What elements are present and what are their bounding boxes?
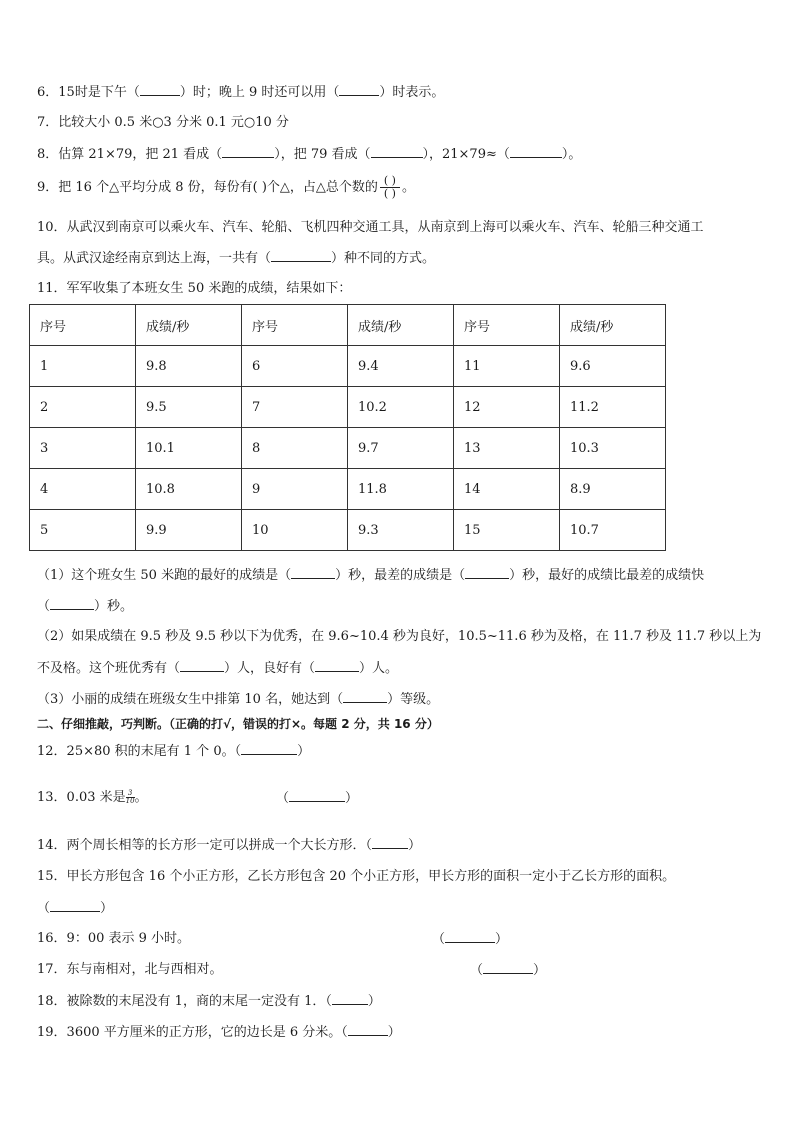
answer-blank[interactable] bbox=[339, 83, 379, 96]
table-cell: 10.2 bbox=[348, 387, 454, 428]
table-cell: 9.4 bbox=[348, 346, 454, 387]
question-11-part3: （3）小丽的成绩在班级女生中排第 10 名，她达到（ ）等级。 bbox=[37, 692, 440, 707]
table-row bbox=[30, 346, 666, 387]
judge-blank[interactable] bbox=[289, 789, 345, 802]
table-cell: 10 bbox=[242, 510, 348, 551]
answer-blank[interactable] bbox=[222, 145, 274, 158]
question-16-answer: （ ） bbox=[432, 932, 509, 947]
question-16: 16．9：00 表示 9 小时。 bbox=[37, 931, 191, 946]
question-12: 12．25×80 积的末尾有 1 个 0。（ ） bbox=[37, 744, 311, 759]
table-cell: 4 bbox=[30, 469, 136, 510]
judge-blank[interactable] bbox=[483, 961, 533, 974]
question-19: 19．3600 平方厘米的正方形，它的边长是 6 分米。（ ） bbox=[37, 1025, 401, 1040]
table-cell: 9 bbox=[242, 469, 348, 510]
table-cell: 9.9 bbox=[136, 510, 242, 551]
answer-blank[interactable] bbox=[271, 249, 331, 262]
question-10-line2: 具。从武汉途经南京到达上海，一共有（ ）种不同的方式。 bbox=[37, 251, 436, 266]
answer-blank[interactable] bbox=[343, 690, 387, 703]
table-cell: 15 bbox=[454, 510, 560, 551]
question-15-answer: （ ） bbox=[37, 901, 114, 916]
judge-blank[interactable] bbox=[241, 742, 297, 755]
table-cell: 10.3 bbox=[560, 428, 666, 469]
fraction: $\frac{3}{10}$ bbox=[125, 789, 135, 805]
table-cell: 10.7 bbox=[560, 510, 666, 551]
table-cell: 11.8 bbox=[348, 469, 454, 510]
answer-blank[interactable] bbox=[465, 566, 509, 579]
table-cell: 9.5 bbox=[136, 387, 242, 428]
table-cell: 7 bbox=[242, 387, 348, 428]
table-header-cell: 序号 bbox=[242, 305, 348, 346]
table-row bbox=[30, 469, 666, 510]
table-row bbox=[30, 510, 666, 551]
table-header-cell: 序号 bbox=[30, 305, 136, 346]
table-header-row bbox=[30, 305, 666, 346]
answer-blank[interactable] bbox=[291, 566, 335, 579]
question-11-intro: 11．军军收集了本班女生 50 米跑的成绩，结果如下： bbox=[37, 281, 352, 296]
judge-blank[interactable] bbox=[372, 836, 408, 849]
question-8: 8．估算 21×79，把 21 看成（ ），把 79 看成（ ），21×79≈（ ）。 bbox=[37, 147, 582, 162]
table-header-cell: 序号 bbox=[454, 305, 560, 346]
judge-blank[interactable] bbox=[50, 899, 100, 912]
question-17-answer: （ ） bbox=[470, 963, 547, 978]
answer-blank[interactable] bbox=[50, 597, 94, 610]
table-cell: 6 bbox=[242, 346, 348, 387]
table-cell: 8.9 bbox=[560, 469, 666, 510]
question-13: 13．0.03 米是 $\frac{3}{10}$。 bbox=[37, 789, 148, 805]
table-cell: 9.6 bbox=[560, 346, 666, 387]
table-cell: 10.1 bbox=[136, 428, 242, 469]
answer-blank[interactable] bbox=[510, 145, 562, 158]
question-9: 9．把 16 个△平均分成 8 份，每份有( )个△，占△总个数的 $\frac{( )}{( )}$ 。 bbox=[37, 174, 415, 200]
table-row bbox=[30, 428, 666, 469]
question-17: 17．东与南相对，北与西相对。 bbox=[37, 962, 223, 977]
table-header-cell: 成绩/秒 bbox=[136, 305, 242, 346]
table-cell: 2 bbox=[30, 387, 136, 428]
question-11-part2-cont: 不及格。这个班优秀有（ ）人，良好有（ ）人。 bbox=[37, 661, 399, 676]
table-cell: 10.8 bbox=[136, 469, 242, 510]
table-header-cell: 成绩/秒 bbox=[560, 305, 666, 346]
fraction-blank[interactable]: $\frac{( )}{( )}$ bbox=[380, 175, 400, 200]
question-13-answer: （ ） bbox=[276, 791, 359, 806]
table-cell: 9.3 bbox=[348, 510, 454, 551]
judge-blank[interactable] bbox=[348, 1023, 388, 1036]
table-cell: 3 bbox=[30, 428, 136, 469]
table-cell: 11 bbox=[454, 346, 560, 387]
answer-blank[interactable] bbox=[180, 659, 224, 672]
question-11-part2: （2）如果成绩在 9.5 秒及 9.5 秒以下为优秀，在 9.6~10.4 秒为良好，10.5~11.6 秒为及格，在 11.7 秒及 11.7 秒以上为 bbox=[37, 629, 762, 644]
question-10-line1: 10．从武汉到南京可以乘火车、汽车、轮船、飞机四种交通工具，从南京到上海可以乘火车、汽车、轮船三种交通工 bbox=[37, 220, 704, 235]
table-cell: 13 bbox=[454, 428, 560, 469]
scores-table bbox=[29, 304, 666, 551]
table-cell: 8 bbox=[242, 428, 348, 469]
question-15: 15．甲长方形包含 16 个小正方形，乙长方形包含 20 个小正方形，甲长方形的面积一定小于乙长方形的面积。 bbox=[37, 869, 676, 884]
answer-blank[interactable] bbox=[371, 145, 423, 158]
table-cell: 9.7 bbox=[348, 428, 454, 469]
question-18: 18．被除数的末尾没有 1，商的末尾一定没有 1．（ ） bbox=[37, 994, 381, 1009]
question-11-part1: （1）这个班女生 50 米跑的最好的成绩是（ ）秒，最差的成绩是（ ）秒，最好的成绩比最差的成绩快 bbox=[37, 568, 705, 583]
judge-blank[interactable] bbox=[332, 992, 368, 1005]
answer-blank[interactable] bbox=[140, 83, 180, 96]
question-6: 6．15时是下午（ ）时；晚上 9 时还可以用（ ）时表示。 bbox=[37, 85, 445, 100]
answer-blank[interactable] bbox=[315, 659, 359, 672]
question-11-part1-cont: （ ）秒。 bbox=[37, 599, 134, 614]
table-cell: 12 bbox=[454, 387, 560, 428]
table-cell: 11.2 bbox=[560, 387, 666, 428]
table-header-cell: 成绩/秒 bbox=[348, 305, 454, 346]
question-14: 14．两个周长相等的长方形一定可以拼成一个大长方形．（ ） bbox=[37, 838, 422, 853]
table-cell: 1 bbox=[30, 346, 136, 387]
section-2-heading: 二、仔细推敲，巧判断。（正确的打√，错误的打×。每题 2 分，共 16 分） bbox=[37, 717, 439, 731]
table-row bbox=[30, 387, 666, 428]
question-7: 7．比较大小 0.5 米○3 分米 0.1 元○10 分 bbox=[37, 115, 289, 130]
table-cell: 14 bbox=[454, 469, 560, 510]
table-cell: 9.8 bbox=[136, 346, 242, 387]
table-cell: 5 bbox=[30, 510, 136, 551]
judge-blank[interactable] bbox=[445, 930, 495, 943]
